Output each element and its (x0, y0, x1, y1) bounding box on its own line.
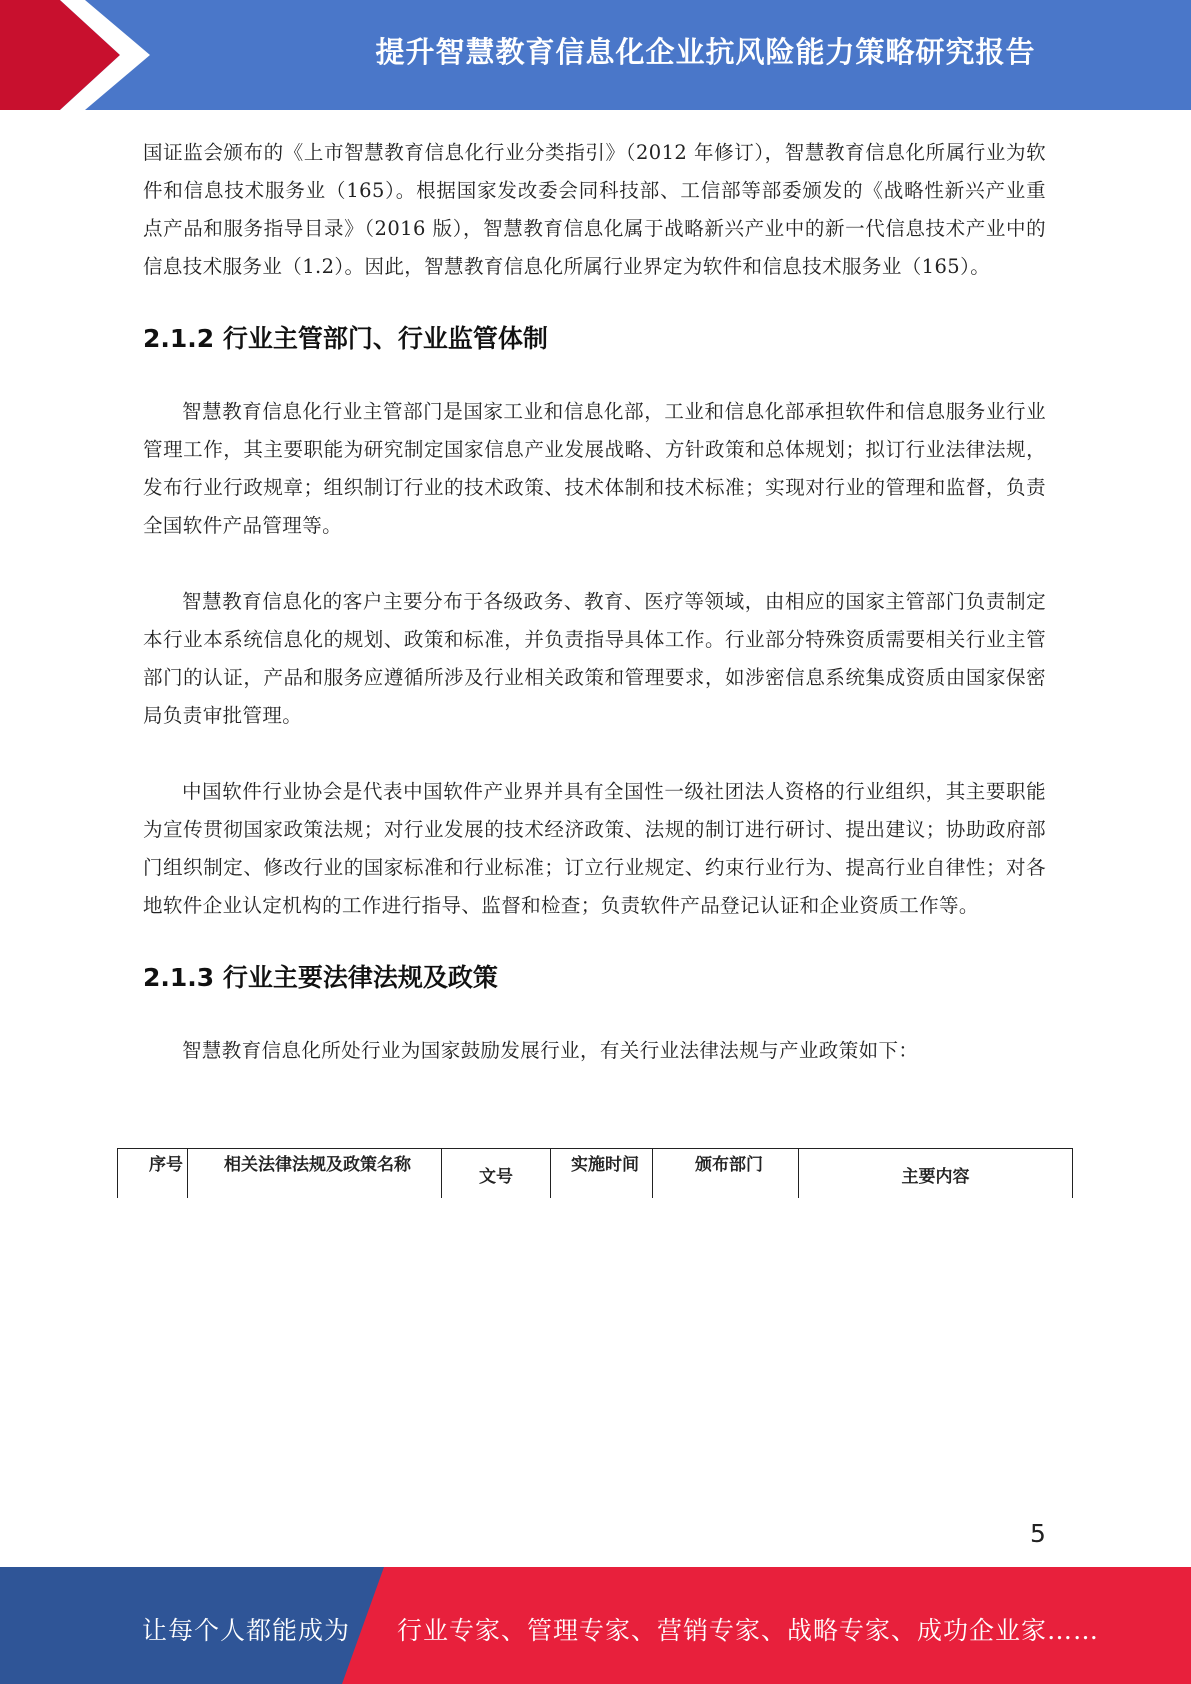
page-number: 5 (1030, 1519, 1046, 1548)
paragraph-regulator: 智慧教育信息化行业主管部门是国家工业和信息化部，工业和信息化部承担软件和信息服务业行业管理工作，其主要职能为研究制定国家信息产业发展战略、方针政策和总体规划；拟订行业法律法规，发布行业行政规章；组织制订行业的技术政策、技术体制和技术标准；实现对行业的管理和监督，负责全国软件产品管理等。 (143, 400, 1046, 537)
section-heading-2-1-2: 2.1.2 行业主管部门、行业监管体制 (143, 324, 548, 353)
report-title: 提升智慧教育信息化企业抗风险能力策略研究报告 (375, 35, 1036, 69)
col-header-index: 序号 (118, 1149, 188, 1199)
footer-slogan-right: 行业专家、管理专家、营销专家、战略专家、成功企业家…… (397, 1616, 1100, 1645)
page-content (143, 134, 1046, 1070)
paragraph-association: 中国软件行业协会是代表中国软件产业界并具有全国性一级社团法人资格的行业组织，其主要职能为宣传贯彻国家政策法规；对行业发展的技术经济政策、法规的制订进行研讨、提出建议；协助政府部门组织制定、修改行业的国家标准和行业标准；订立行业规定、约束行业行为、提高行业自律性；对各地软件企业认定机构的工作进行指导、监督和检查；负责软件产品登记认证和企业资质工作等。 (143, 780, 1046, 917)
policy-table (117, 1148, 1073, 1198)
intro-paragraph: 国证监会颁布的《上市智慧教育信息化行业分类指引》（2012 年修订），智慧教育信息化所属行业为软件和信息技术服务业（165）。根据国家发改委会同科技部、工信部等部委颁发的《战略性新兴产业重点产品和服务指导目录》（2016 版），智慧教育信息化属于战略新兴产业中的新一代信息技术产业中的信息技术服务业（1.2）。因此，智慧教育信息化所属行业界定为软件和信息技术服务业（165）。 (143, 141, 1046, 278)
paragraph-policy-intro: 智慧教育信息化所处行业为国家鼓励发展行业，有关行业法律法规与产业政策如下： (182, 1039, 919, 1062)
col-header-doc-number: 文号 (442, 1149, 551, 1199)
section-heading-2-1-3: 2.1.3 行业主要法律法规及政策 (143, 963, 498, 992)
table-header-row (118, 1149, 1073, 1199)
paragraph-customers: 智慧教育信息化的客户主要分布于各级政务、教育、医疗等领域，由相应的国家主管部门负责制定本行业本系统信息化的规划、政策和标准，并负责指导具体工作。行业部分特殊资质需要相关行业主管部门的认证，产品和服务应遵循所涉及行业相关政策和管理要求，如涉密信息系统集成资质由国家保密局负责审批管理。 (143, 590, 1046, 727)
page-footer (0, 1567, 1191, 1684)
col-header-effective-date: 实施时间 (551, 1149, 653, 1199)
col-header-law-name: 相关法律法规及政策名称 (188, 1149, 442, 1199)
col-header-issuer: 颁布部门 (653, 1149, 799, 1199)
page-header (0, 0, 1191, 110)
col-header-main-content: 主要内容 (799, 1149, 1073, 1199)
footer-slogan-left: 让每个人都能成为 (142, 1616, 351, 1645)
